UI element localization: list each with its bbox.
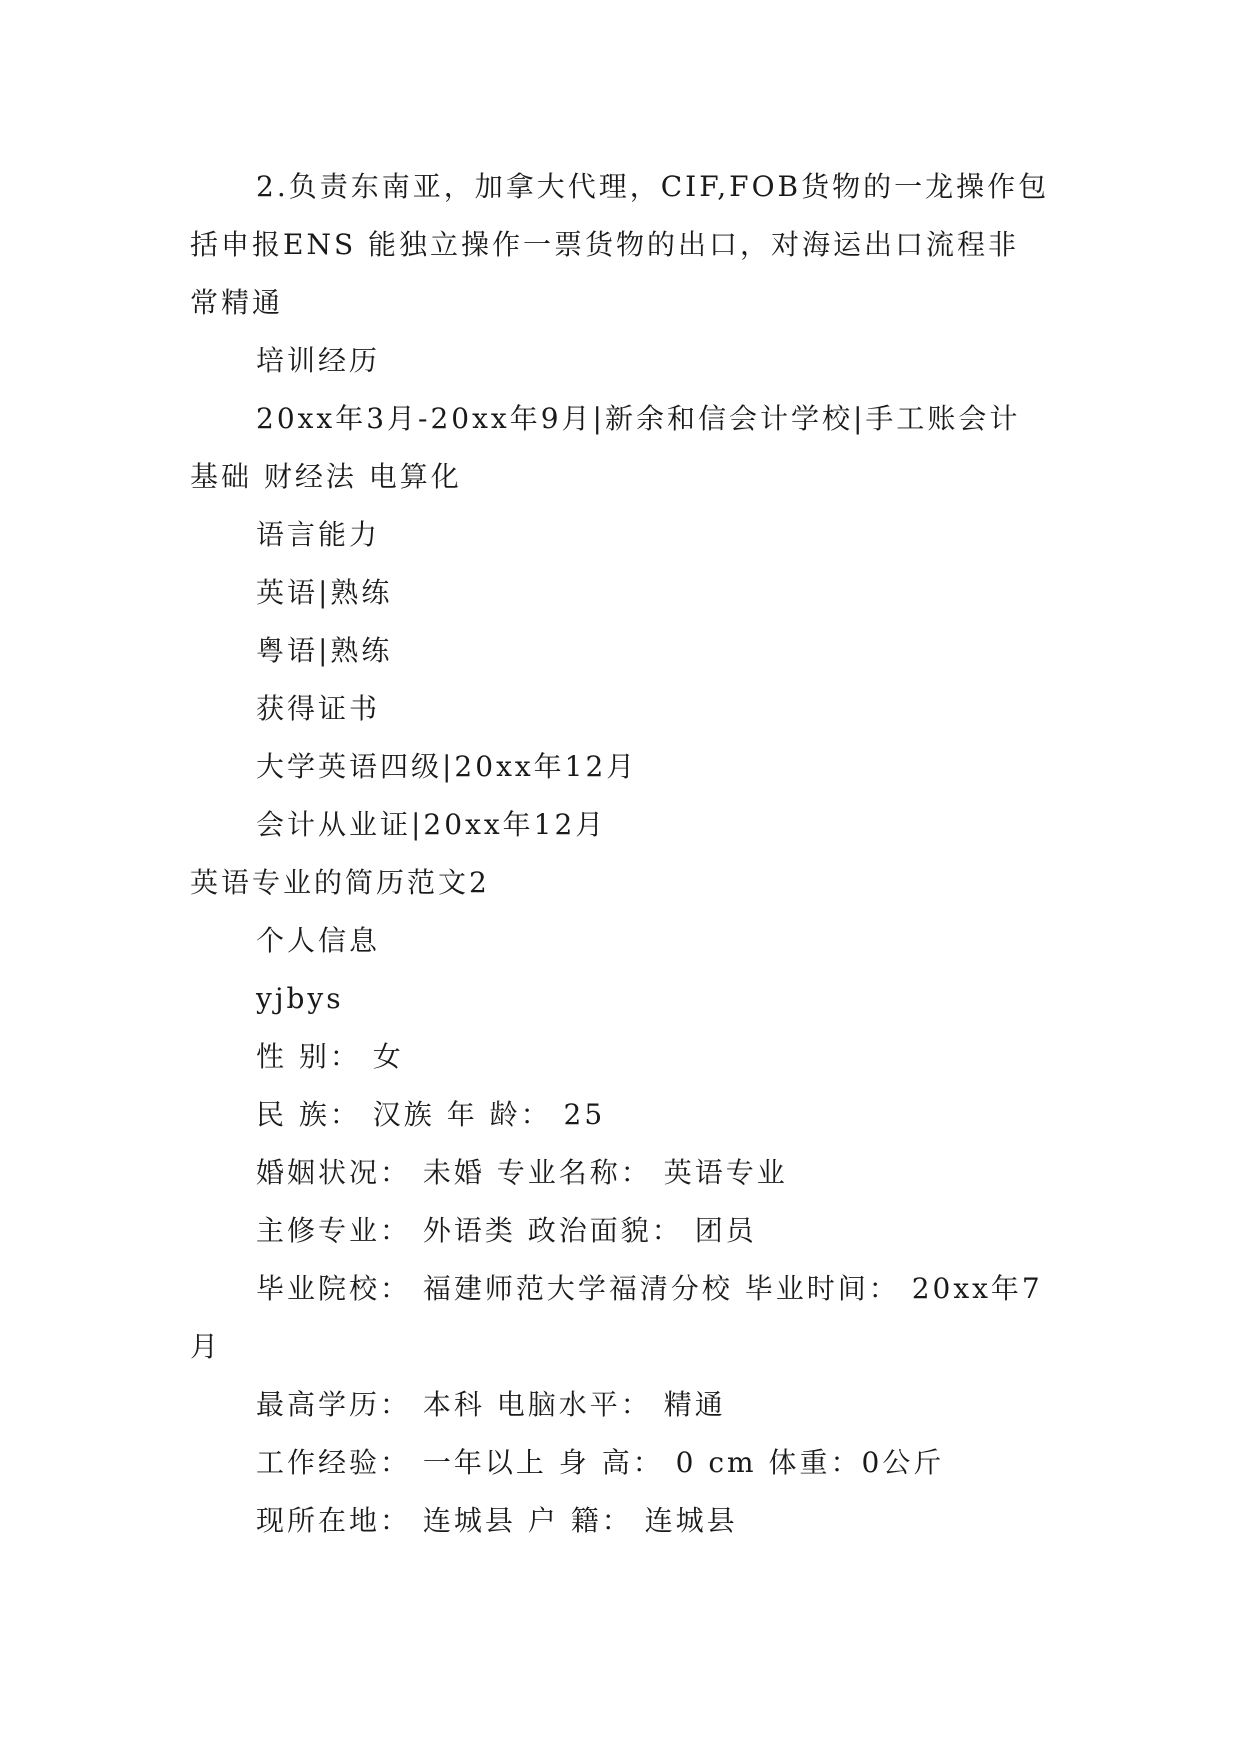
section-heading-certificates: 获得证书 xyxy=(256,692,381,725)
personal-ethnicity-age: 民 族： 汉族 年 龄： 25 xyxy=(256,1098,606,1131)
personal-name: yjbys xyxy=(256,982,344,1015)
personal-education-computer: 最高学历： 本科 电脑水平： 精通 xyxy=(256,1388,726,1421)
personal-experience-height-weight: 工作经验： 一年以上 身 高： 0 cm 体重：0公斤 xyxy=(256,1446,945,1479)
personal-school-graduation: 毕业院校： 福建师范大学福清分校 毕业时间： 20xx年7 月 xyxy=(190,1272,1043,1363)
certificate-cet4: 大学英语四级|20xx年12月 xyxy=(256,750,638,783)
document-body xyxy=(190,158,1050,1550)
personal-location-registry: 现所在地： 连城县 户 籍： 连城县 xyxy=(256,1504,738,1537)
personal-gender: 性 别： 女 xyxy=(256,1040,404,1073)
certificate-accounting: 会计从业证|20xx年12月 xyxy=(256,808,607,841)
language-cantonese: 粤语|熟练 xyxy=(256,634,393,667)
work-duty-paragraph: 2.负责东南亚，加拿大代理，CIF,FOB货物的一龙操作包括申报ENS 能独立操作一票货物的出口，对海运出口流程非常精通 xyxy=(190,170,1050,319)
section-heading-personal-info: 个人信息 xyxy=(256,924,381,957)
training-entry: 20xx年3月-20xx年9月|新余和信会计学校|手工账会计基础 财经法 电算化 xyxy=(190,402,1021,493)
resume-sample-title: 英语专业的简历范文2 xyxy=(190,866,490,899)
language-english: 英语|熟练 xyxy=(256,576,393,609)
personal-major-politics: 主修专业： 外语类 政治面貌： 团员 xyxy=(256,1214,757,1247)
personal-marital-major: 婚姻状况： 未婚 专业名称： 英语专业 xyxy=(256,1156,788,1189)
section-heading-training: 培训经历 xyxy=(256,344,381,377)
section-heading-language: 语言能力 xyxy=(256,518,381,551)
